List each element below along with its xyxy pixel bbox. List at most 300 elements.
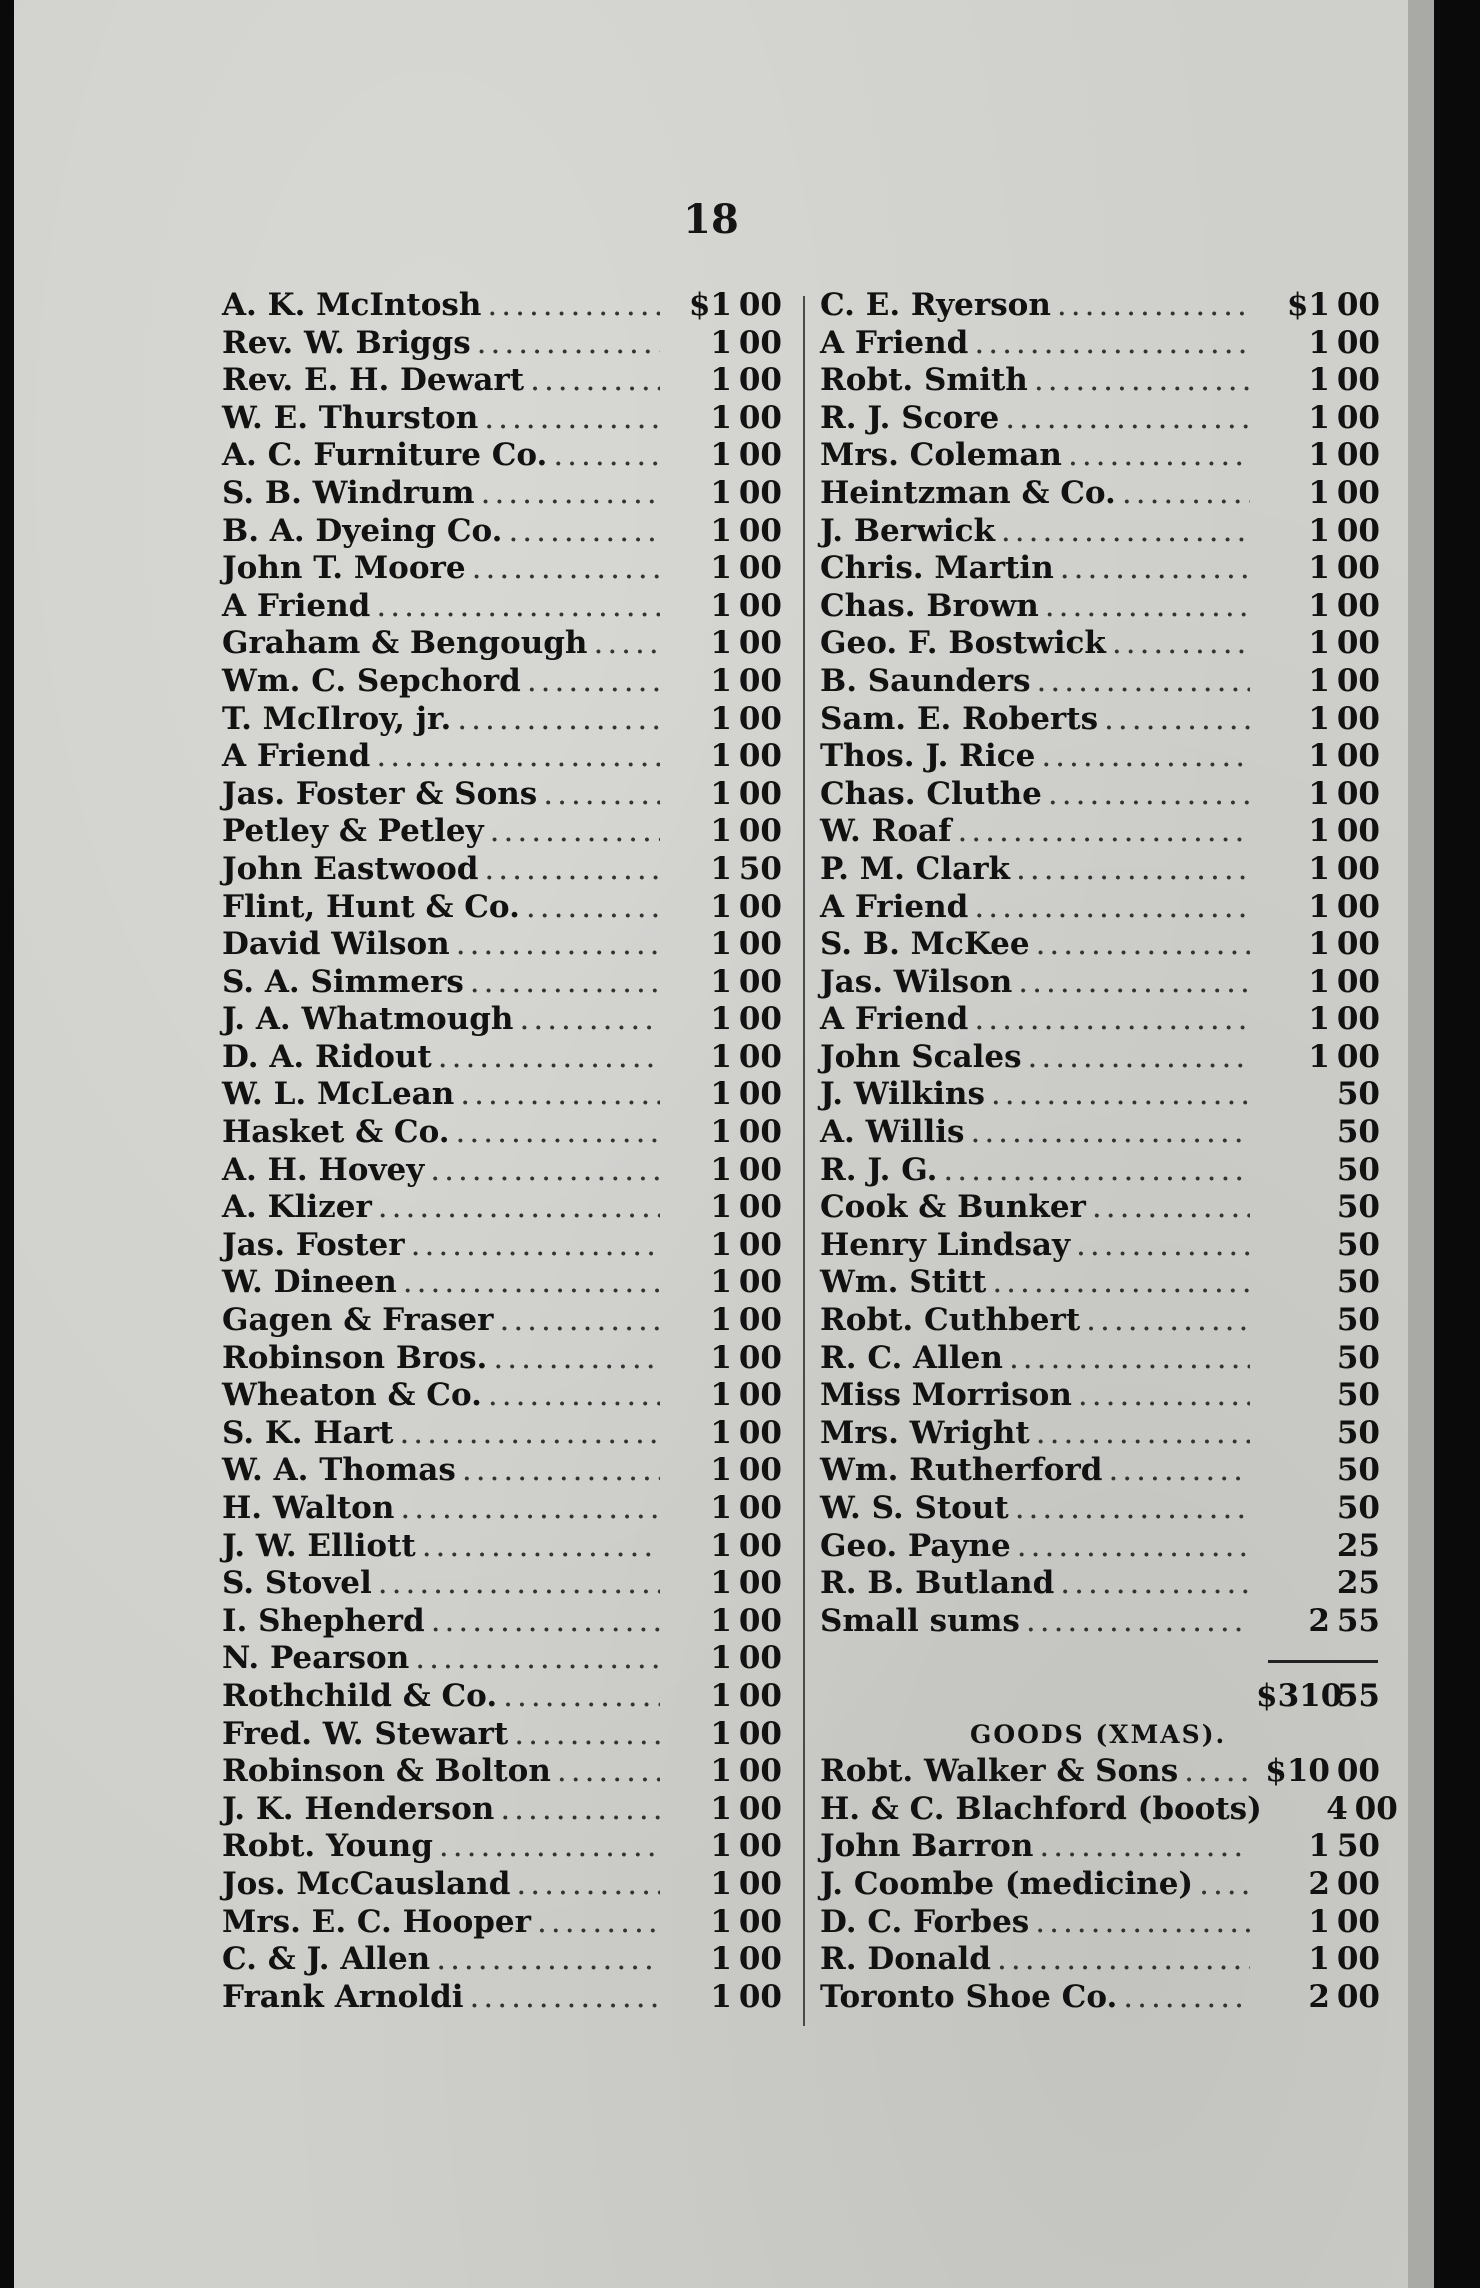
dot-leader xyxy=(1015,1490,1250,1528)
entry-name: H. Walton xyxy=(222,1490,395,1526)
entry-dollars: 1 xyxy=(710,512,732,549)
entry-name: Jos. McCausland xyxy=(222,1865,511,1902)
list-item xyxy=(820,362,1380,400)
list-item xyxy=(222,1377,782,1415)
list-item xyxy=(820,1979,1380,2017)
list-item xyxy=(820,1528,1380,1566)
entry-dollars: 1 xyxy=(710,1264,732,1301)
entry-dollars: 1 xyxy=(710,926,732,963)
entry-name: Cook & Bunker xyxy=(820,1189,1086,1226)
dot-leader xyxy=(1026,1603,1250,1641)
entry-name: John Eastwood xyxy=(222,850,479,887)
entry-dollars: 1 xyxy=(710,1941,732,1978)
entry-cents: 00 xyxy=(1336,287,1380,323)
entry-name: Frank Arnoldi xyxy=(222,1978,464,2015)
entry-cents: 25 xyxy=(1336,1527,1380,1564)
dot-leader xyxy=(490,813,660,851)
entry-name: R. C. Allen xyxy=(820,1339,1003,1376)
list-item xyxy=(820,550,1380,588)
entry-cents: 00 xyxy=(738,700,782,737)
entry-dollars: 1 xyxy=(710,813,732,850)
entry-name: T. McIlroy, jr. xyxy=(222,700,452,737)
entry-cents: 00 xyxy=(1354,1790,1398,1827)
entry-dollars: 2 xyxy=(1308,1978,1330,2015)
entry-cents: 00 xyxy=(1336,1978,1380,2015)
dot-leader xyxy=(508,513,660,551)
entry-cents: 50 xyxy=(1336,1377,1380,1414)
entry-name: Wm. Rutherford xyxy=(820,1452,1103,1489)
entry-name: David Wilson xyxy=(222,926,450,963)
list-item xyxy=(820,325,1380,363)
entry-name: John Barron xyxy=(820,1828,1034,1865)
dot-leader xyxy=(1076,1227,1250,1265)
entry-cents: 00 xyxy=(738,1076,782,1113)
dot-leader xyxy=(974,889,1250,927)
entry-dollars: 1 xyxy=(710,1038,732,1075)
entry-dollars: 1 xyxy=(710,1602,732,1639)
entry-cents: 00 xyxy=(738,1565,782,1602)
entry-name: Hasket & Co. xyxy=(222,1114,450,1151)
entry-name: Wheaton & Co. xyxy=(222,1377,482,1414)
list-item xyxy=(222,550,782,588)
entry-name: W. Dineen xyxy=(222,1264,397,1301)
entry-name: A. Klizer xyxy=(222,1189,372,1226)
list-item xyxy=(222,1415,782,1453)
dot-leader xyxy=(493,1340,660,1378)
entry-dollars: 1 xyxy=(710,1677,732,1714)
list-item xyxy=(222,1565,782,1603)
goods-list xyxy=(820,1753,1398,2016)
dot-leader xyxy=(1041,738,1250,776)
list-item xyxy=(222,1716,782,1754)
list-item xyxy=(222,738,782,776)
entry-name: Fred. W. Stewart xyxy=(222,1715,509,1752)
list-item xyxy=(820,1377,1380,1415)
entry-name: W. Roaf xyxy=(820,813,952,850)
entry-cents: 00 xyxy=(738,662,782,699)
dot-leader xyxy=(997,1941,1250,1979)
entry-cents: 50 xyxy=(1336,1302,1380,1339)
list-item xyxy=(222,889,782,927)
entry-cents: 55 xyxy=(1336,1602,1380,1639)
entry-dollars: 1 xyxy=(710,1226,732,1263)
entry-name: I. Shepherd xyxy=(222,1602,425,1639)
entry-name: Jas. Foster & Sons xyxy=(222,775,538,812)
entry-name: Chas. Cluthe xyxy=(820,775,1042,812)
entry-dollars: 1 xyxy=(710,1076,732,1113)
dot-leader xyxy=(970,1114,1250,1152)
total-rule xyxy=(820,1640,1380,1678)
dot-leader xyxy=(543,776,660,814)
list-item xyxy=(820,1941,1380,1979)
dot-leader xyxy=(481,475,660,513)
entry-name: W. S. Stout xyxy=(820,1490,1009,1526)
entry-name: J. K. Henderson xyxy=(222,1790,495,1827)
entry-name: A. K. McIntosh xyxy=(222,287,482,323)
dot-leader xyxy=(992,1264,1250,1302)
entry-cents: 00 xyxy=(738,1302,782,1339)
entry-dollars: 1 xyxy=(1308,963,1330,1000)
dot-leader xyxy=(439,1828,660,1866)
entry-name: Miss Morrison xyxy=(820,1377,1072,1414)
dot-leader xyxy=(376,588,660,626)
list-item xyxy=(222,663,782,701)
entry-name: R. B. Butland xyxy=(820,1565,1055,1602)
entry-name: R. Donald xyxy=(820,1941,991,1978)
dot-leader xyxy=(431,1603,660,1641)
entry-name: A. C. Furniture Co. xyxy=(222,437,548,474)
list-item xyxy=(820,738,1380,776)
entry-name: Robt. Cuthbert xyxy=(820,1302,1081,1339)
entry-cents: 00 xyxy=(738,738,782,775)
entry-cents: 50 xyxy=(1336,1151,1380,1188)
entry-name: Wm. Stitt xyxy=(820,1264,987,1301)
dot-leader xyxy=(1057,287,1250,325)
entry-name: Rev. E. H. Dewart xyxy=(222,362,525,399)
dot-leader xyxy=(537,1904,660,1942)
entry-dollars: $1 xyxy=(688,287,732,323)
entry-name: S. K. Hart xyxy=(222,1414,394,1451)
list-item xyxy=(222,851,782,889)
entry-cents: 00 xyxy=(738,1452,782,1489)
list-item xyxy=(222,1076,782,1114)
list-item xyxy=(820,1452,1380,1490)
entry-cents: 00 xyxy=(1336,888,1380,925)
list-item xyxy=(222,1791,782,1829)
entry-name: J. Coombe (medicine) xyxy=(820,1865,1194,1902)
entry-dollars: $1 xyxy=(1286,287,1330,323)
list-item xyxy=(820,1904,1380,1942)
dot-leader xyxy=(974,325,1250,363)
entry-name: B. Saunders xyxy=(820,662,1031,699)
entry-cents: 00 xyxy=(1336,850,1380,887)
dot-leader xyxy=(457,701,660,739)
list-item xyxy=(222,1490,782,1528)
entry-cents: 00 xyxy=(738,1677,782,1714)
dot-leader xyxy=(1036,1415,1250,1453)
entry-name: Rothchild & Co. xyxy=(222,1677,498,1714)
dot-leader xyxy=(470,1979,660,2017)
entry-cents: 00 xyxy=(738,1602,782,1639)
entry-cents: 00 xyxy=(738,287,782,323)
dot-leader xyxy=(472,550,660,588)
goods-heading: GOODS (XMAS). xyxy=(970,1719,1227,1749)
entry-name: A Friend xyxy=(820,888,969,925)
entry-dollars: 1 xyxy=(1308,362,1330,399)
list-item xyxy=(820,1152,1380,1190)
entry-name: Flint, Hunt & Co. xyxy=(222,888,520,925)
entry-cents: 00 xyxy=(1336,625,1380,662)
total-dollars: $310 xyxy=(1256,1677,1343,1714)
list-item xyxy=(820,1866,1380,1904)
entry-cents: 50 xyxy=(1336,1490,1380,1526)
entry-cents: 00 xyxy=(738,1151,782,1188)
entry-name: S. Stovel xyxy=(222,1565,372,1602)
entry-cents: 50 xyxy=(738,850,782,887)
entry-cents: 50 xyxy=(1336,1414,1380,1451)
entry-dollars: 1 xyxy=(710,1414,732,1451)
entry-dollars: 1 xyxy=(710,1753,732,1790)
entry-cents: 00 xyxy=(1336,474,1380,511)
dot-leader xyxy=(500,1791,660,1829)
dot-leader xyxy=(514,1716,660,1754)
entry-dollars: 1 xyxy=(1308,324,1330,361)
entry-cents: 00 xyxy=(738,1038,782,1075)
list-item xyxy=(820,1001,1380,1039)
list-item xyxy=(820,776,1380,814)
list-item xyxy=(820,437,1380,475)
list-item xyxy=(222,1001,782,1039)
dot-leader xyxy=(593,625,660,663)
entry-cents: 00 xyxy=(1336,1038,1380,1075)
list-item xyxy=(222,325,782,363)
dot-leader xyxy=(438,1039,660,1077)
dot-leader xyxy=(477,325,660,363)
dot-leader xyxy=(378,1189,660,1227)
entry-dollars: 1 xyxy=(1308,1941,1330,1978)
entry-name: Robt. Walker & Sons xyxy=(820,1753,1179,1790)
entry-dollars: 1 xyxy=(710,775,732,812)
entry-name: C. & J. Allen xyxy=(222,1941,431,1978)
entry-cents: 00 xyxy=(738,1527,782,1564)
list-item xyxy=(820,1114,1380,1152)
list-item xyxy=(222,400,782,438)
entry-cents: 50 xyxy=(1336,1189,1380,1226)
list-item xyxy=(820,1039,1380,1077)
list-item xyxy=(222,1528,782,1566)
entry-name: J. Berwick xyxy=(820,512,995,549)
list-item xyxy=(222,776,782,814)
entry-cents: 50 xyxy=(1336,1339,1380,1376)
list-item xyxy=(820,889,1380,927)
entry-dollars: 1 xyxy=(1308,399,1330,436)
entry-name: Jas. Foster xyxy=(222,1226,405,1263)
entry-cents: 00 xyxy=(738,1790,782,1827)
dot-leader xyxy=(1036,926,1250,964)
list-item xyxy=(820,663,1380,701)
list-item xyxy=(820,513,1380,551)
entry-name: Robt. Smith xyxy=(820,362,1028,399)
entry-name: Heintzman & Co. xyxy=(820,474,1116,511)
list-item xyxy=(820,1302,1380,1340)
entry-name: W. E. Thurston xyxy=(222,399,479,436)
dot-leader xyxy=(1017,1528,1250,1566)
list-item xyxy=(222,625,782,663)
entry-dollars: 1 xyxy=(710,1377,732,1414)
entry-dollars: 1 xyxy=(1308,437,1330,474)
entry-cents: 00 xyxy=(1336,587,1380,624)
entry-name: Geo. Payne xyxy=(820,1527,1011,1564)
entry-cents: 00 xyxy=(1336,512,1380,549)
entry-cents: 00 xyxy=(738,587,782,624)
entry-cents: 00 xyxy=(1336,362,1380,399)
entry-name: Henry Lindsay xyxy=(820,1226,1071,1263)
list-item xyxy=(222,701,782,739)
entry-dollars: 1 xyxy=(710,587,732,624)
left-subscription-list xyxy=(222,287,782,2016)
list-item xyxy=(222,1640,782,1678)
entry-dollars: 1 xyxy=(1308,775,1330,812)
entry-dollars: 1 xyxy=(710,1302,732,1339)
entry-cents: 00 xyxy=(1336,963,1380,1000)
list-item xyxy=(222,1603,782,1641)
entry-dollars: 1 xyxy=(1308,926,1330,963)
entry-cents: 00 xyxy=(738,1903,782,1940)
entry-cents: 00 xyxy=(738,1339,782,1376)
dot-leader xyxy=(519,1001,660,1039)
entry-dollars: 1 xyxy=(710,1189,732,1226)
list-item xyxy=(820,1790,1398,1829)
entry-cents: 00 xyxy=(738,474,782,511)
entry-dollars: $10 xyxy=(1265,1753,1330,1790)
list-item xyxy=(820,851,1380,889)
entry-name: N. Pearson xyxy=(222,1640,410,1677)
entry-name: Chas. Brown xyxy=(820,587,1039,624)
entry-cents: 00 xyxy=(738,324,782,361)
entry-dollars: 1 xyxy=(710,738,732,775)
dot-leader xyxy=(1035,1904,1250,1942)
entry-dollars: 1 xyxy=(1308,1903,1330,1940)
entry-name: Robinson & Bolton xyxy=(222,1753,551,1790)
entry-cents: 00 xyxy=(738,512,782,549)
entry-cents: 50 xyxy=(1336,1828,1380,1865)
entry-cents: 00 xyxy=(1336,437,1380,474)
entry-cents: 00 xyxy=(738,1114,782,1151)
dot-leader xyxy=(422,1528,660,1566)
dot-leader xyxy=(411,1227,660,1265)
entry-name: Robt. Young xyxy=(222,1828,433,1865)
dot-leader xyxy=(470,964,660,1002)
entry-dollars: 1 xyxy=(1308,550,1330,587)
dot-leader xyxy=(526,889,660,927)
entry-cents: 50 xyxy=(1336,1452,1380,1489)
entry-name: Thos. J. Rice xyxy=(820,738,1036,775)
entry-dollars: 1 xyxy=(1308,738,1330,775)
entry-name: Jas. Wilson xyxy=(820,963,1013,1000)
entry-cents: 00 xyxy=(738,399,782,436)
dot-leader xyxy=(430,1152,660,1190)
entry-dollars: 1 xyxy=(710,1903,732,1940)
entry-dollars: 1 xyxy=(710,1865,732,1902)
entry-cents: 00 xyxy=(1336,550,1380,587)
entry-dollars: 1 xyxy=(710,362,732,399)
list-item xyxy=(820,1603,1380,1641)
entry-cents: 00 xyxy=(1336,813,1380,850)
entry-cents: 00 xyxy=(738,963,782,1000)
entry-dollars: 1 xyxy=(710,1452,732,1489)
dot-leader xyxy=(1060,550,1250,588)
list-item xyxy=(222,1678,782,1716)
dot-leader xyxy=(1009,1340,1250,1378)
list-item xyxy=(820,1076,1380,1114)
entry-dollars: 1 xyxy=(1308,587,1330,624)
dot-leader xyxy=(1018,964,1250,1002)
entry-dollars: 1 xyxy=(710,1527,732,1564)
entry-dollars: 1 xyxy=(1308,850,1330,887)
entry-dollars: 1 xyxy=(710,550,732,587)
entry-cents: 00 xyxy=(738,813,782,850)
dot-leader xyxy=(399,1415,660,1453)
entry-cents: 00 xyxy=(738,625,782,662)
dot-leader xyxy=(1108,1452,1250,1490)
column-divider xyxy=(803,296,805,2026)
list-item xyxy=(820,475,1380,513)
dot-leader xyxy=(516,1866,660,1904)
entry-name: A Friend xyxy=(222,738,371,775)
dot-leader xyxy=(1045,588,1250,626)
entry-name: R. J. G. xyxy=(820,1151,938,1188)
entry-name: J. W. Elliott xyxy=(222,1527,416,1564)
dot-leader xyxy=(1028,1039,1250,1077)
dot-leader xyxy=(1122,475,1250,513)
dot-leader xyxy=(1048,776,1250,814)
entry-cents: 50 xyxy=(1336,1264,1380,1301)
dot-leader xyxy=(403,1264,660,1302)
dot-leader xyxy=(1078,1377,1250,1415)
entry-name: Gagen & Fraser xyxy=(222,1302,494,1339)
list-item xyxy=(222,1152,782,1190)
dot-leader xyxy=(456,926,660,964)
dot-leader xyxy=(1034,362,1250,400)
entry-dollars: 1 xyxy=(710,888,732,925)
entry-dollars: 1 xyxy=(710,474,732,511)
entry-cents: 00 xyxy=(738,550,782,587)
list-item xyxy=(820,701,1380,739)
entry-dollars: 1 xyxy=(710,1978,732,2015)
entry-dollars: 1 xyxy=(1308,474,1330,511)
entry-cents: 00 xyxy=(738,1715,782,1752)
entry-name: A Friend xyxy=(820,324,969,361)
entry-name: W. A. Thomas xyxy=(222,1452,456,1489)
list-item xyxy=(820,1565,1380,1603)
list-item xyxy=(820,1490,1380,1528)
entry-cents: 00 xyxy=(738,1414,782,1451)
entry-dollars: 1 xyxy=(1308,625,1330,662)
dot-leader xyxy=(557,1753,660,1791)
list-item xyxy=(820,400,1380,438)
list-item xyxy=(222,1039,782,1077)
dot-leader xyxy=(974,1001,1250,1039)
entry-cents: 00 xyxy=(738,1001,782,1038)
dot-leader xyxy=(456,1114,660,1152)
entry-dollars: 1 xyxy=(710,625,732,662)
entry-name: A. Willis xyxy=(820,1114,965,1151)
entry-cents: 00 xyxy=(1336,399,1380,436)
dot-leader xyxy=(1199,1866,1250,1904)
entry-dollars: 1 xyxy=(710,700,732,737)
entry-cents: 00 xyxy=(1336,1941,1380,1978)
entry-name: Mrs. E. C. Hooper xyxy=(222,1903,531,1940)
list-item xyxy=(222,1302,782,1340)
entry-cents: 00 xyxy=(738,1377,782,1414)
list-item xyxy=(820,926,1380,964)
list-item xyxy=(820,1753,1380,1791)
entry-name: B. A. Dyeing Co. xyxy=(222,512,503,549)
entry-dollars: 1 xyxy=(710,662,732,699)
entry-name: D. A. Ridout xyxy=(222,1038,432,1075)
entry-dollars: 1 xyxy=(710,963,732,1000)
dot-leader xyxy=(460,1076,660,1114)
entry-cents: 00 xyxy=(1336,775,1380,812)
dot-leader xyxy=(1068,437,1250,475)
entry-cents: 25 xyxy=(1336,1565,1380,1602)
entry-cents: 00 xyxy=(1336,1001,1380,1038)
entry-name: Petley & Petley xyxy=(222,813,484,850)
list-item xyxy=(820,1828,1380,1866)
entry-name: John Scales xyxy=(820,1038,1022,1075)
dot-leader xyxy=(1039,1828,1250,1866)
entry-cents: 00 xyxy=(738,1490,782,1526)
